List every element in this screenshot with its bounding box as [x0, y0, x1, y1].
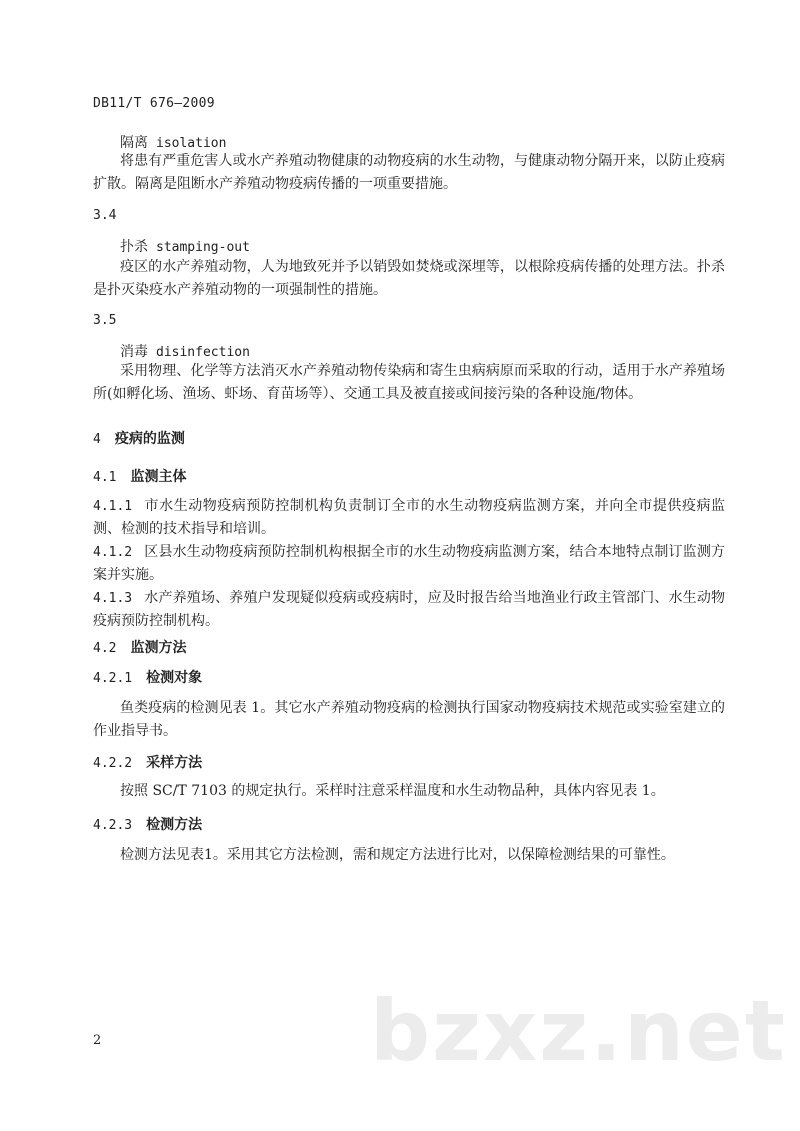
page-number: 2: [93, 1033, 102, 1048]
term-en: isolation: [156, 136, 227, 151]
definition-stamping-out: 疫区的水产养殖动物，人为地致死并予以销毁如焚烧或深埋等，以根除疫病传播的处理方法。扑杀是扑灭染疫水产养殖动物的一项强制性的措施。: [93, 259, 725, 298]
term-cn: 扑杀: [120, 239, 148, 255]
text-4-2-3: 检测方法见表1。采用其它方法检测，需和规定方法进行比对，以保障检测结果的可靠性。: [120, 847, 675, 863]
term-cn: 消毒: [120, 344, 148, 360]
term-stamping-out: [120, 236, 250, 256]
watermark: bzxz.net: [370, 982, 787, 1080]
section-heading-4-2: 4.2 监测方法: [93, 640, 187, 656]
term-isolation: [120, 132, 226, 152]
clause-4-1-3: 4.1.3 水产养殖场、养殖户发现疑似疫病或疫病时，应及时报告给当地渔业行政主管部门、水生动物疫病预防控制机构。: [93, 590, 725, 629]
section-heading-4-2-3: 4.2.3 检测方法: [93, 817, 203, 833]
document-id: DB11/T 676—2009: [93, 96, 215, 111]
definition-isolation: 将患有严重危害人或水产养殖动物健康的动物疫病的水生动物，与健康动物分隔开来，以防止疫病扩散。隔离是阻断水产养殖动物疫病传播的一项重要措施。: [93, 153, 725, 192]
clause-4-1-1: 4.1.1 市水生动物疫病预防控制机构负责制订全市的水生动物疫病监测方案，并向全市提供疫病监测、检测的技术指导和培训。: [93, 498, 725, 537]
clause-number-3-4: 3.4: [93, 208, 117, 223]
definition-disinfection: 采用物理、化学等方法消灭水产养殖动物传染病和寄生虫病病原而采取的行动，适用于水产养殖场所(如孵化场、渔场、虾场、育苗场等）、交通工具及被直接或间接污染的各种设施/物体。: [93, 363, 725, 402]
term-en: stamping-out: [156, 240, 250, 255]
section-heading-4-1: 4.1 监测主体: [93, 469, 187, 485]
clause-4-1-2: 4.1.2 区县水生动物疫病预防控制机构根据全市的水生动物疫病监测方案，结合本地特点制订监测方案并实施。: [93, 544, 725, 583]
clause-number-3-5: 3.5: [93, 313, 117, 328]
section-heading-4: 4 疫病的监测: [93, 431, 185, 447]
term-cn: 隔离: [120, 135, 148, 151]
term-disinfection: [120, 341, 250, 361]
text-4-2-2: 按照 SC/T 7103 的规定执行。采样时注意采样温度和水生动物品种，具体内容见表 1。: [120, 783, 665, 799]
section-heading-4-2-1: 4.2.1 检测对象: [93, 670, 203, 686]
term-en: disinfection: [156, 345, 250, 360]
section-heading-4-2-2: 4.2.2 采样方法: [93, 755, 203, 771]
text-4-2-1: 鱼类疫病的检测见表 1。其它水产养殖动物疫病的检测执行国家动物疫病技术规范或实验室建立的作业指导书。: [93, 700, 725, 739]
